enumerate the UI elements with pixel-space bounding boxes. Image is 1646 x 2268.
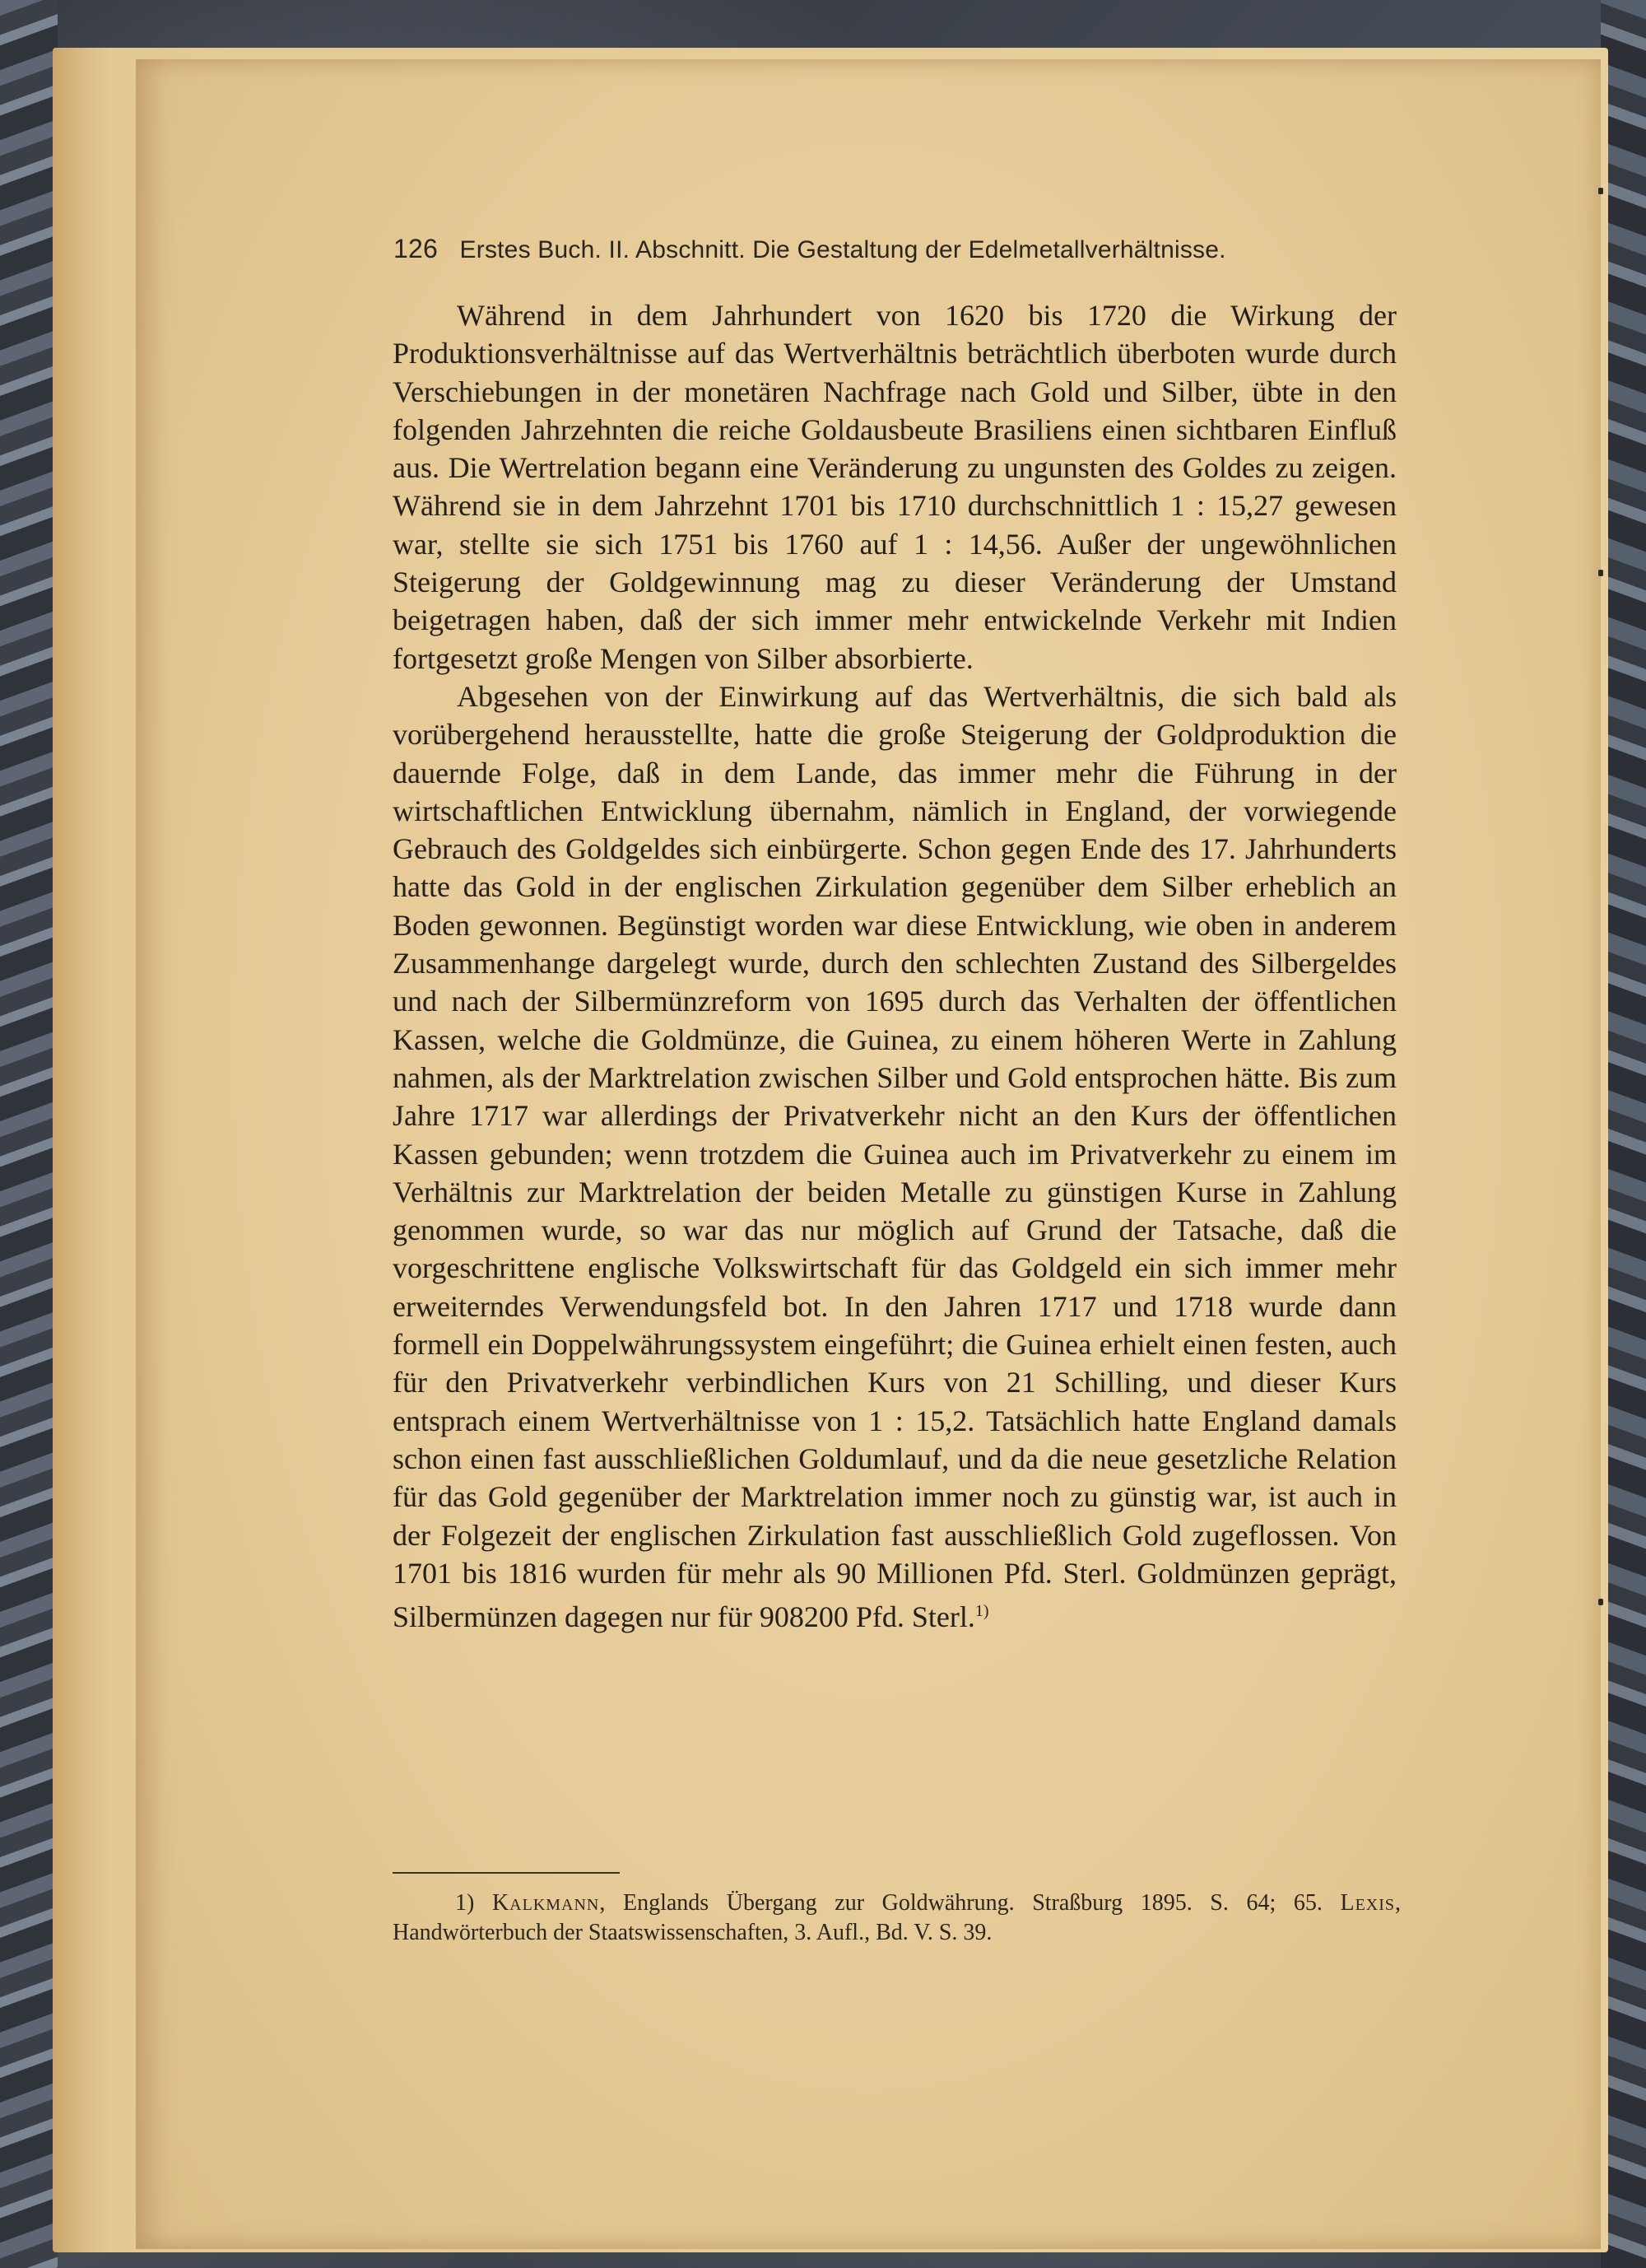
paragraph-2 (393, 678, 1397, 1636)
binding-mark (1598, 188, 1603, 194)
footnote-rule (393, 1872, 620, 1874)
binding-mark (1598, 1599, 1603, 1605)
footnote-author-2: Lexis (1340, 1890, 1396, 1916)
footnote-citation-2: , Handwörterbuch der Staatswissenschaften, 3. Aufl., Bd. V. S. 39. (393, 1890, 1402, 1945)
footnote-author-1: Kalkmann (491, 1890, 600, 1916)
paragraph-2-text: Abgesehen von der Einwirkung auf das Wertverhältnis, die sich bald als vorübergehend herausstellte, hatte die große Steigerung der Goldproduktion die dauernde Folge, daß in dem Lande, das immer mehr die Führung in der wirtschaftlichen Entwicklung übernahm, nämlich in England, der vorwiegende Gebrauch des Goldgeldes sich einbürgerte. Schon gegen Ende des 17. Jahrhunderts hatte das Gold in der englischen Zirkulation gegenüber dem Silber erheblich an Boden gewonnen. Begünstigt worden war diese Entwicklung, wie oben in anderem Zusammenhange dargelegt wurde, durch den schlechten Zustand des Silbergeldes und nach der Silbermünzreform von 1695 durch das Verhalten der öffentlichen Kassen, welche die Goldmünze, die Guinea, zu einem höheren Werte in Zahlung nahmen, als der Marktrelation zwischen Silber und Gold entsprochen hätte. Bis zum Jahre 1717 war allerdings der Privatverkehr nicht an den Kurs der öffentlichen Kassen gebunden; wenn trotzdem die Guinea auch im Privatverkehr zu einem im Verhältnis zur Marktrelation der beiden Metalle zu günstigen Kurse in Zahlung genommen wurde, so war das nur möglich auf Grund der Tatsache, daß die vorgeschrittene englische Volkswirtschaft für das Goldgeld ein sich immer mehr erweiterndes Verwendungsfeld bot. In den Jahren 1717 und 1718 wurde dann formell ein Doppelwährungssystem eingeführt; die Guinea erhielt einen festen, auch für den Privatverkehr verbindlichen Kurs von 21 Schilling, und dieser Kurs entsprach einem Wertverhältnisse von 1 : 15,2. Tatsächlich hatte England damals schon einen fast ausschließlichen Goldumlauf, und da die neue gesetzliche Relation für das Gold gegenüber der Marktrelation immer noch zu günstig war, ist auch in der Folgezeit der englischen Zirkulation fast ausschließlich Gold zugeflossen. Von 1701 bis 1816 wurden für mehr als 90 Millionen Pfd. Sterl. Goldmünzen geprägt, Silbermünzen dagegen nur für 908200 Pfd. Sterl. (393, 679, 1397, 1634)
running-title: Erstes Buch. II. Abschnitt. Die Gestaltung der Edelmetallverhältnisse. (459, 236, 1226, 263)
footnote-1 (393, 1888, 1401, 1948)
footnote-citation-1: , Englands Übergang zur Goldwährung. Straßburg 1895. S. 64; 65. (599, 1890, 1323, 1916)
page-number: 126 (393, 234, 438, 263)
running-header (393, 234, 1377, 264)
paragraph-1: Während in dem Jahrhundert von 1620 bis 1720 die Wirkung der Produktionsverhältnisse auf das Wertverhältnis beträchtlich überboten wurde durch Verschiebungen in der monetären Nachfrage nach Gold und Silber, übte in den folgenden Jahrzehnten die reiche Goldausbeute Brasiliens einen sichtbaren Einfluß aus. Die Wertrelation begann eine Veränderung zu ungunsten des Goldes zu zeigen. Während sie in dem Jahrzehnt 1701 bis 1710 durchschnittlich 1 : 15,27 gewesen war, stellte sie sich 1751 bis 1760 auf 1 : 14,56. Außer der ungewöhnlichen Steigerung der Goldgewinnung mag zu dieser Veränderung der Umstand beigetragen haben, daß der sich immer mehr entwickelnde Verkehr mit Indien fortgesetzt große Mengen von Silber absorbierte. (393, 299, 1397, 675)
footnote-marker: 1) (455, 1890, 475, 1916)
footnotes (393, 1888, 1401, 1948)
footnote-reference: 1) (974, 1602, 989, 1621)
binding-mark (1598, 570, 1603, 576)
main-text (393, 296, 1397, 1636)
cover-marbled-edge-left (0, 0, 58, 2268)
